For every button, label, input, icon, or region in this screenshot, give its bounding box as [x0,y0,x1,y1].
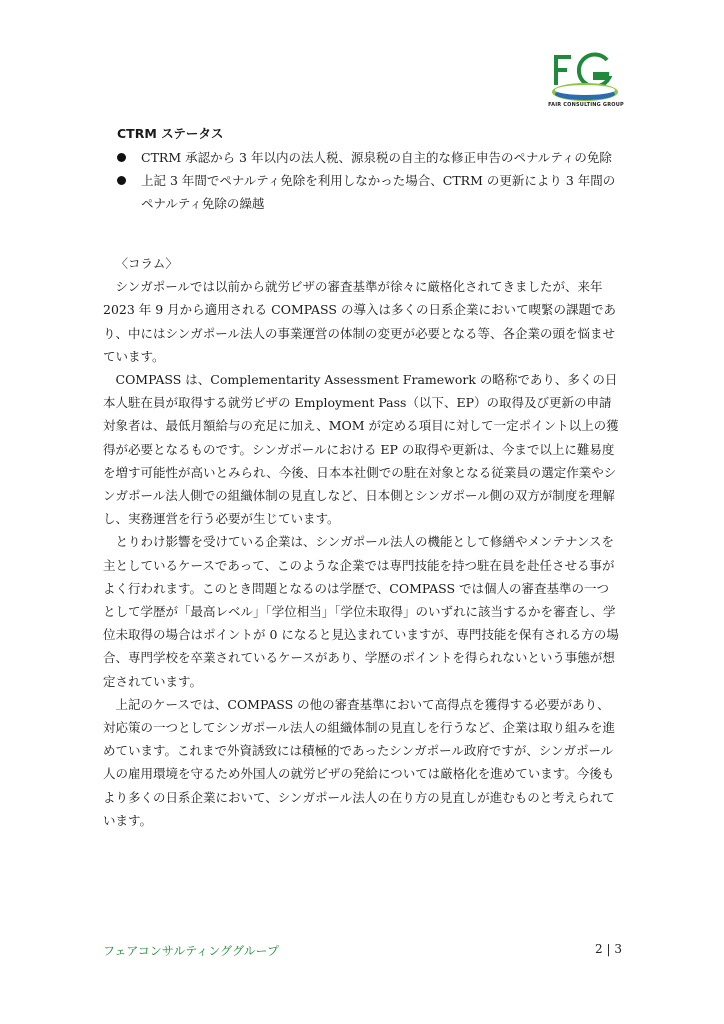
list-item [117,146,617,169]
bullet-icon [117,153,126,162]
status-title: CTRM ステータス [117,126,224,141]
bullet-text: CTRM 承認から 3 年以内の法人税、源泉税の自主的な修正申告のペナルティの免除 [141,150,612,165]
column-heading: 〈コラム〉 [115,256,178,271]
status-bullet-list [117,146,617,215]
footer-company-name: フェアコンサルティンググループ [103,944,280,958]
column-section [103,252,619,832]
column-paragraph: とりわけ影響を受けている企業は、シンガポール法人の機能として修繕やメンテナンスを主としているケースであって、このような企業では専門技能を持つ駐在員を赴任させる事がよく行われます。このとき問題となるのは学歴で、COMPASS では個人の審査基準の一つとして学歴が「最高レベル」「学位相当」「学位未取得」のいずれに該当するかを審査し、学位未取得の場合はポイントが 0 になると見込まれていますが、専門技能を保有される方の場合、専門学校を卒業されているケースがあり、学歴のポイントを得られないという事態が想定されています。 [103,534,619,689]
bullet-icon [117,176,126,185]
column-paragraph: 上記のケースでは、COMPASS の他の審査基準において高得点を獲得する必要があり、対応策の一つとしてシンガポール法人の組織体制の見直しを行うなど、企業は取り組みを進めています。これまで外資誘致には積極的であったシンガポール政府ですが、シンガポール人の雇用環境を守るため外国人の就労ビザの発給については厳格化を進めています。今後もより多くの日系企業において、シンガポール法人の在り方の見直しが進むものと考えられています。 [103,696,615,828]
logo-caption: FAIR CONSULTING GROUP [548,102,624,108]
bullet-text: 上記 3 年間でペナルティ免除を利用しなかった場合、CTRM の更新により 3 年間のペナルティ免除の繰越 [141,173,616,211]
list-item [117,169,617,215]
page-number: 2 | 3 [595,942,622,956]
column-paragraph: COMPASS は、Complementarity Assessment Framework の略称であり、多くの日本人駐在員が取得する就労ビザの Employment Pass（以下、EP）の取得及び更新の申請対象者は、最低月額給与の充足に加え、MOM が定める項目に対して一定ポイント以上の獲得が必要となるものです。シンガポールにおける EP の取得や更新は、今まで以上に難易度を増す可能性が高いとみられ、今後、日本本社側での駐在対象となる従業員の選定作業やシンガポール法人側での組織体制の見直しなど、日本側とシンガポール側の双方が制度を理解し、実務運営を行う必要が生じています。 [103,372,619,527]
company-logo [549,52,621,108]
column-paragraph: シンガポールでは以前から就労ビザの審査基準が徐々に厳格化されてきましたが、来年 2023 年 9 月から適用される COMPASS の導入は多くの日系企業において喫緊の課題であり、中にはシンガポール法人の事業運営の体制の変更が必要となる等、各企業の頭を悩ませています。 [103,279,616,364]
